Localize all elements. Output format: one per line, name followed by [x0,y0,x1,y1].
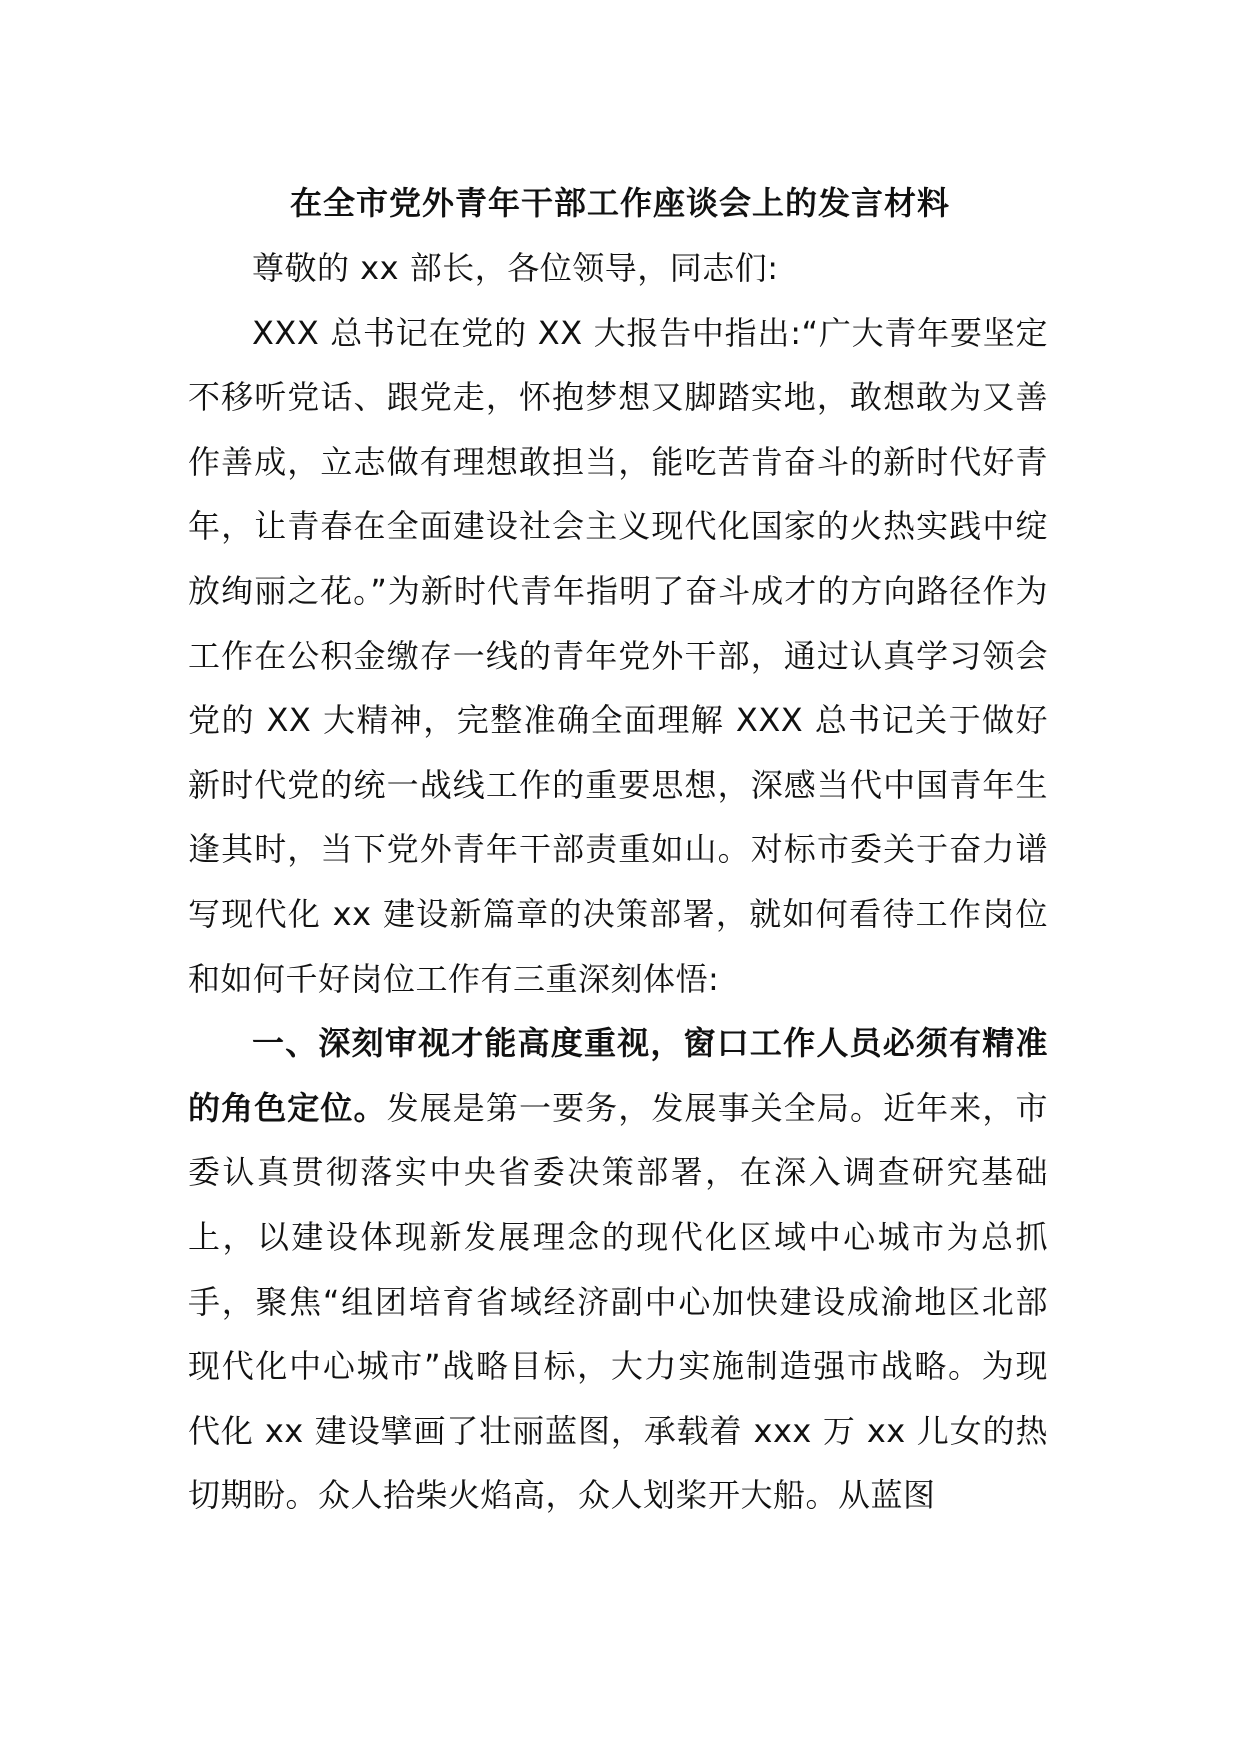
document-title: 在全市党外青年干部工作座谈会上的发言材料 [289,184,950,222]
document-body [188,236,1048,1528]
salutation: 尊敬的 xx 部长，各位领导，同志们: [252,249,779,287]
section-heading-1: 一、深刻审视才能高度重视，窗口工作人员必须有精准的角色定位。 [188,1024,1048,1127]
paragraph-2-body: 发展是第一要务，发展事关全局。近年来，市委认真贯彻落实中央省委决策部署，在深入调查研究基础上，以建设体现新发展理念的现代化区域中心城市为总抓手，聚焦“组团培育省域经济副中心加快建设成渝地区北部现代化中心城市”战略目标，大力实施制造强市战略。为现代化 xx 建设擘画了壮丽蓝图，承载着 xxx 万 xx 儿女的热切期盼。众人拾柴火焰高，众人划桨开大船。从蓝图 [188,1088,1048,1515]
paragraph-2 [188,1011,1048,1528]
paragraph-1: XXX 总书记在党的 XX 大报告中指出:“广大青年要坚定不移听党话、跟党走，怀抱梦想又脚踏实地，敢想敢为又善作善成，立志做有理想敢担当，能吃苦肯奋斗的新时代好青年，让青春在全面建设社会主义现代化国家的火热实践中绽放绚丽之花。”为新时代青年指明了奋斗成才的方向路径作为工作在公积金缴存一线的青年党外干部，通过认真学习领会党的 XX 大精神，完整准确全面理解 XXX 总书记关于做好新时代党的统一战线工作的重要思想，深感当代中国青年生逢其时，当下党外青年干部责重如山。对标市委关于奋力谱写现代化 xx 建设新篇章的决策部署，就如何看待工作岗位和如何千好岗位工作有三重深刻体悟: [188,313,1048,998]
